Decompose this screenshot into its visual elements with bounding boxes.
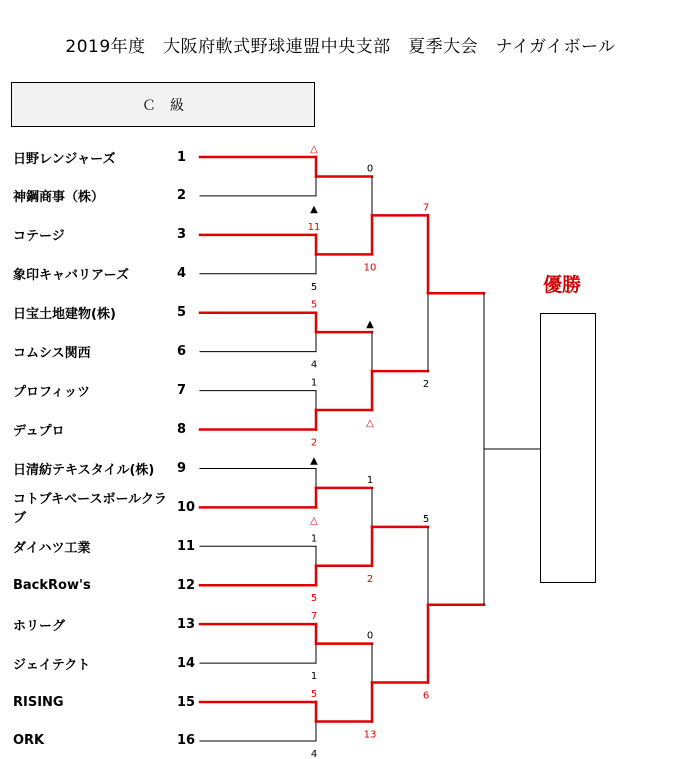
page-title: 2019年度 大阪府軟式野球連盟中央支部 夏季大会 ナイガイボール: [65, 37, 616, 57]
score-top: 7: [422, 202, 430, 214]
score-bottom: 6: [422, 690, 430, 702]
score-bottom: 13: [363, 729, 377, 741]
score-bottom: 4: [310, 359, 318, 371]
team-name: 日野レンジャーズ: [13, 151, 116, 167]
score-bottom: 10: [363, 262, 377, 274]
team-seed: 10: [177, 499, 196, 515]
score-bottom: 4: [310, 748, 318, 759]
team-name: コムシス関西: [13, 346, 91, 362]
score-top: 0: [366, 630, 374, 642]
team-seed: 7: [177, 383, 187, 399]
team-seed: 9: [177, 460, 187, 476]
team-name: 日清紡テキスタイル(株): [13, 462, 155, 478]
score-bottom: 2: [366, 573, 374, 585]
score-bottom: 2: [310, 437, 318, 449]
team-seed: 16: [177, 733, 196, 749]
score-top: 1: [310, 377, 318, 389]
team-name: デュプロ: [13, 424, 65, 439]
score-top: 5: [422, 513, 430, 525]
team-seed: 2: [177, 188, 187, 204]
score-bottom: ▲: [310, 203, 318, 215]
team-seed: 12: [177, 577, 196, 593]
score-top: 1: [310, 533, 318, 545]
team-name: ジェイテクト: [13, 657, 91, 673]
team-seed: 15: [177, 694, 196, 710]
team-name: ホリーグ: [13, 618, 66, 634]
score-bottom: 5: [310, 593, 318, 605]
team-seed: 6: [177, 344, 187, 360]
team-name: コトブキベースボールクラブ: [13, 492, 167, 527]
champion-label: 優勝: [543, 274, 582, 296]
team-seed: 11: [177, 538, 196, 554]
team-name: コテージ: [13, 229, 65, 245]
score-top: △: [310, 144, 318, 155]
score-top: ▲: [310, 455, 318, 467]
champion-box: [540, 313, 596, 583]
team-name: RISING: [13, 694, 64, 710]
score-top: 11: [307, 221, 321, 233]
score-bottom: △: [366, 418, 374, 430]
team-name: 象印キャバリアーズ: [13, 268, 129, 284]
class-label: Ｃ 級: [142, 97, 184, 114]
score-bottom: 2: [422, 379, 430, 391]
team-seed: 1: [177, 149, 187, 165]
team-name: プロフィッツ: [13, 385, 90, 401]
team-name: BackRow's: [13, 577, 91, 593]
team-seed: 4: [177, 266, 187, 282]
team-name: ダイハツ工業: [13, 540, 91, 556]
team-seed: 8: [177, 422, 187, 437]
team-seed: 3: [177, 227, 187, 243]
score-top: 1: [366, 474, 374, 486]
team-seed: 13: [177, 616, 196, 632]
team-name: 日宝土地建物(株): [13, 307, 116, 323]
score-top: 7: [310, 611, 318, 623]
score-top: 0: [366, 163, 374, 175]
team-seed: 14: [177, 655, 196, 671]
score-top: 5: [310, 299, 318, 311]
team-name: ORK: [13, 733, 45, 749]
team-seed: 5: [177, 305, 187, 321]
team-name: 神鋼商事（株）: [13, 190, 105, 206]
score-bottom: 5: [310, 281, 318, 293]
score-top: ▲: [366, 319, 374, 331]
score-bottom: △: [310, 515, 318, 527]
score-top: 5: [310, 689, 318, 701]
score-bottom: 1: [310, 671, 318, 683]
